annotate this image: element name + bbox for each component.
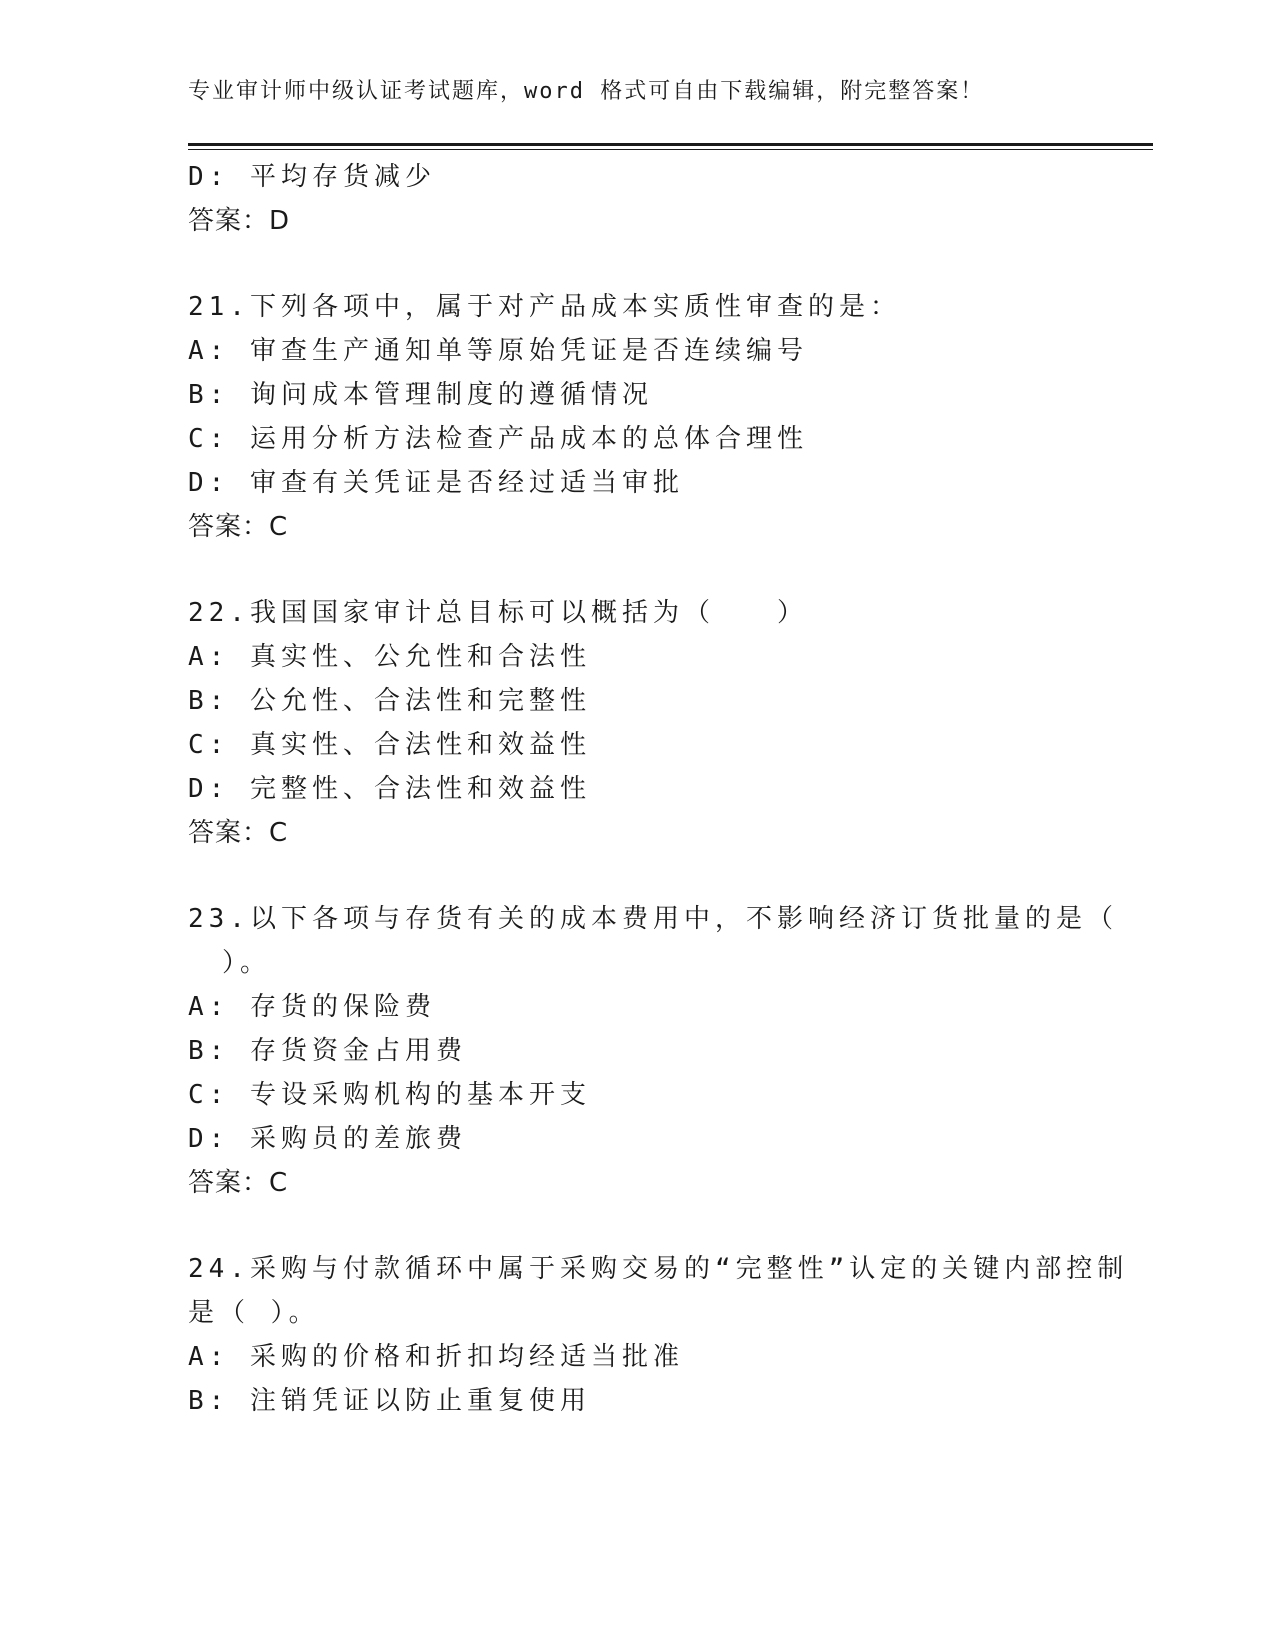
header-rule-thick bbox=[188, 143, 1153, 146]
q24-option-b: B: 注销凭证以防止重复使用 bbox=[188, 1386, 591, 1416]
q23-stem-continued: ）。 bbox=[222, 948, 272, 978]
q23-option-a: A: 存货的保险费 bbox=[188, 992, 436, 1022]
q23-stem: 23.以下各项与存货有关的成本费用中，不影响经济订货批量的是（ bbox=[188, 904, 1118, 934]
q22-stem: 22.我国国家审计总目标可以概括为（ ） bbox=[188, 598, 808, 628]
q22-option-b: B: 公允性、合法性和完整性 bbox=[188, 686, 591, 716]
q21-option-b: B: 询问成本管理制度的遵循情况 bbox=[188, 380, 653, 410]
q21-answer: 答案：C bbox=[188, 512, 289, 542]
q21-option-c: C: 运用分析方法检查产品成本的总体合理性 bbox=[188, 424, 808, 454]
q21-stem: 21.下列各项中，属于对产品成本实质性审查的是： bbox=[188, 292, 901, 322]
header-rule-thin bbox=[188, 149, 1153, 150]
q22-option-a: A: 真实性、公允性和合法性 bbox=[188, 642, 591, 672]
q23-option-d: D: 采购员的差旅费 bbox=[188, 1124, 467, 1154]
q24-stem-continued: 是（ ）。 bbox=[188, 1298, 320, 1328]
q23-option-b: B: 存货资金占用费 bbox=[188, 1036, 467, 1066]
q23-option-c: C: 专设采购机构的基本开支 bbox=[188, 1080, 591, 1110]
q21-option-a: A: 审查生产通知单等原始凭证是否连续编号 bbox=[188, 336, 808, 366]
prev-option-d: D: 平均存货减少 bbox=[188, 162, 436, 192]
q21-option-d: D: 审查有关凭证是否经过适当审批 bbox=[188, 468, 684, 498]
q24-stem: 24.采购与付款循环中属于采购交易的“完整性”认定的关键内部控制 bbox=[188, 1254, 1129, 1284]
q22-answer: 答案：C bbox=[188, 818, 289, 848]
q24-option-a: A: 采购的价格和折扣均经适当批准 bbox=[188, 1342, 684, 1372]
q23-answer: 答案：C bbox=[188, 1168, 289, 1198]
q22-option-d: D: 完整性、合法性和效益性 bbox=[188, 774, 591, 804]
prev-answer: 答案：D bbox=[188, 206, 291, 236]
page-header: 专业审计师中级认证考试题库，word 格式可自由下载编辑，附完整答案！ bbox=[188, 79, 985, 104]
q22-option-c: C: 真实性、合法性和效益性 bbox=[188, 730, 591, 760]
